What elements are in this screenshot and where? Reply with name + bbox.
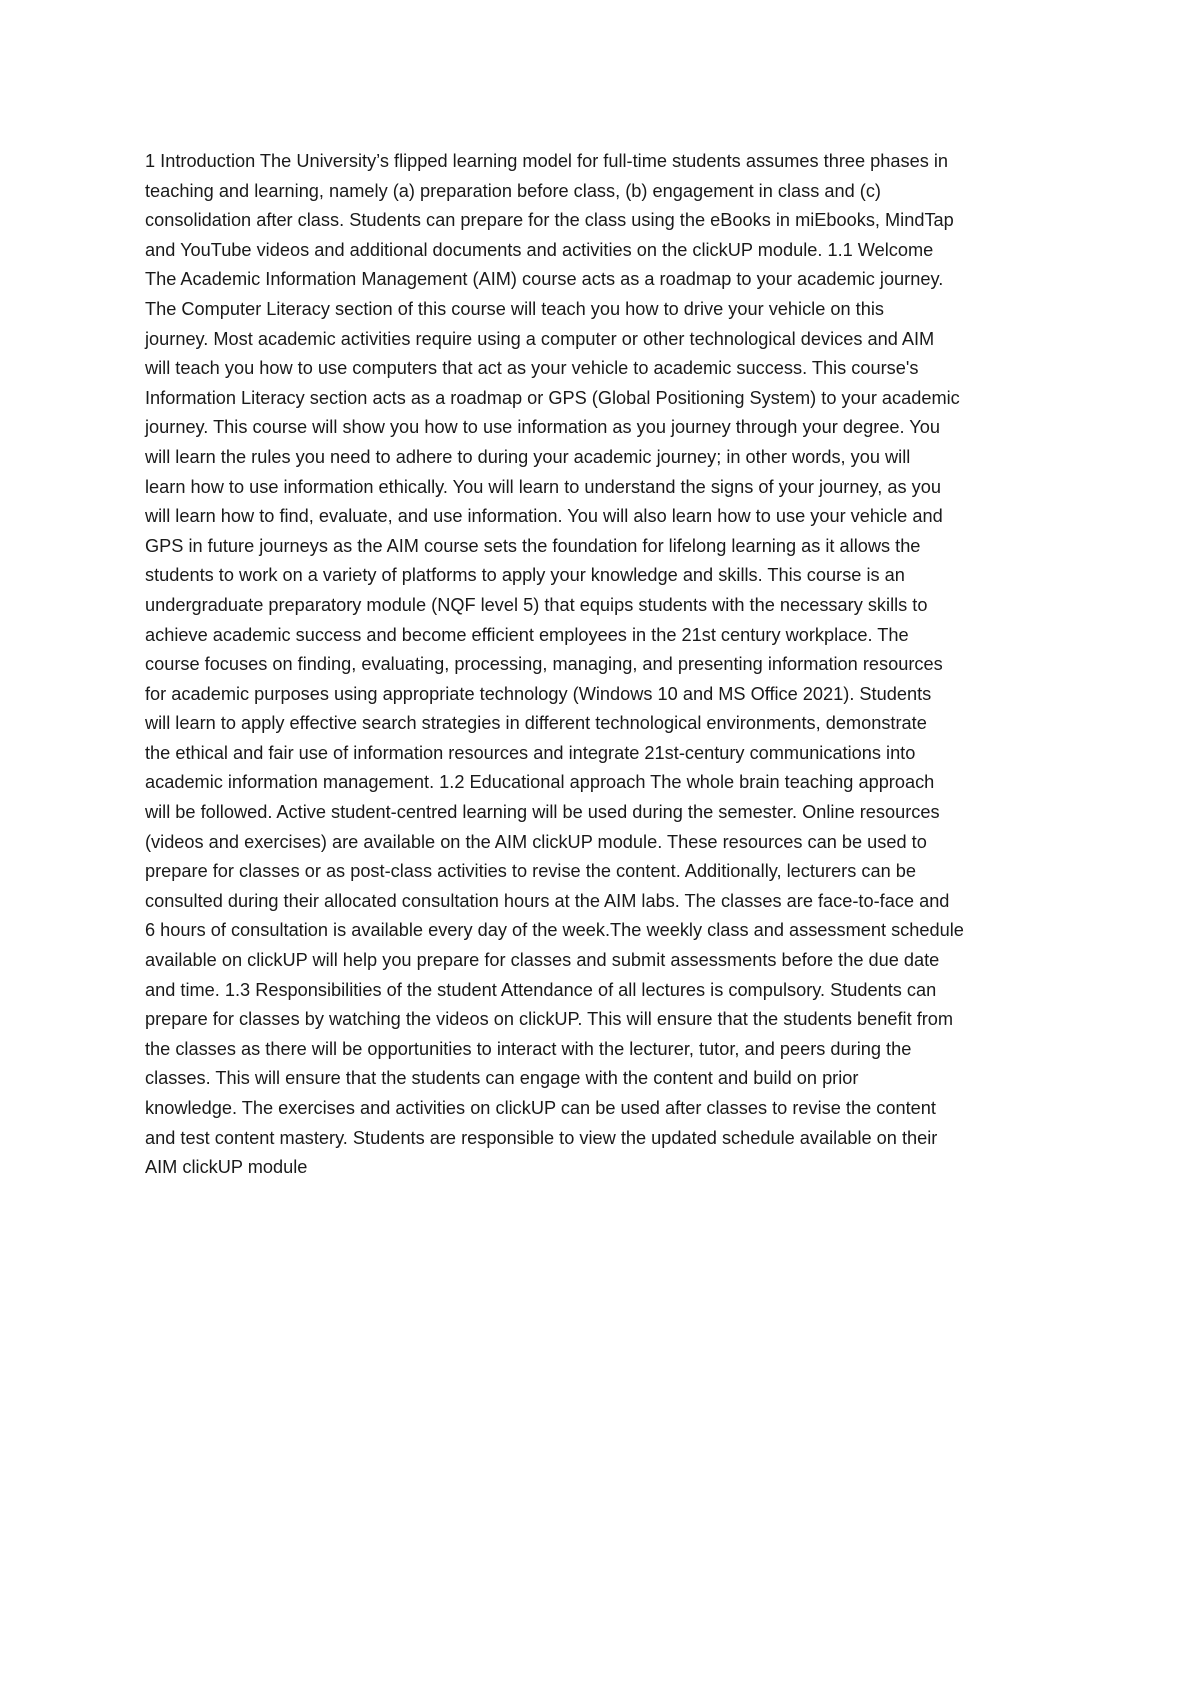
text-line: undergraduate preparatory module (NQF level 5) that equips students with the necessary skills to	[145, 594, 928, 615]
text-line: AIM clickUP module	[145, 1157, 308, 1178]
text-line: available on clickUP will help you prepare for classes and submit assessments before the due date	[145, 950, 940, 971]
text-line: 6 hours of consultation is available every day of the week.The weekly class and assessment schedule	[145, 920, 964, 941]
text-line: will learn to apply effective search strategies in different technological environments, demonstrate	[145, 713, 927, 734]
text-line: the ethical and fair use of information resources and integrate 21st-century communications into	[145, 742, 916, 763]
text-line: and YouTube videos and additional documents and activities on the clickUP module. 1.1 Welcome	[145, 239, 934, 260]
text-line: and test content mastery. Students are responsible to view the updated schedule available on their	[145, 1127, 938, 1148]
text-line: classes. This will ensure that the students can engage with the content and build on prior	[145, 1068, 859, 1089]
text-line: GPS in future journeys as the AIM course sets the foundation for lifelong learning as it allows the	[145, 535, 921, 556]
text-line: and time. 1.3 Responsibilities of the student Attendance of all lectures is compulsory. Students can	[145, 979, 937, 1000]
text-line: achieve academic success and become efficient employees in the 21st century workplace. The	[145, 624, 909, 645]
text-line: The Computer Literacy section of this course will teach you how to drive your vehicle on this	[145, 298, 884, 319]
text-line: Information Literacy section acts as a roadmap or GPS (Global Positioning System) to your academic	[145, 387, 960, 408]
text-line: academic information management. 1.2 Educational approach The whole brain teaching approach	[145, 772, 935, 793]
text-line: will learn how to find, evaluate, and use information. You will also learn how to use your vehicle and	[145, 506, 943, 527]
body-text	[145, 147, 1065, 1183]
text-line: course focuses on finding, evaluating, processing, managing, and presenting information resources	[145, 654, 943, 675]
text-line: (videos and exercises) are available on the AIM clickUP module. These resources can be used to	[145, 831, 927, 852]
text-line: 1 Introduction The University’s flipped learning model for full-time students assumes three phases in	[145, 151, 949, 171]
text-line: the classes as there will be opportunities to interact with the lecturer, tutor, and peers during the	[145, 1038, 912, 1059]
text-line: consolidation after class. Students can prepare for the class using the eBooks in miEbooks, MindTap	[145, 210, 954, 231]
text-line: The Academic Information Management (AIM) course acts as a roadmap to your academic journey.	[145, 269, 944, 290]
text-line: students to work on a variety of platforms to apply your knowledge and skills. This course is an	[145, 565, 905, 586]
text-line: will teach you how to use computers that act as your vehicle to academic success. This course's	[145, 358, 919, 379]
text-line: teaching and learning, namely (a) preparation before class, (b) engagement in class and (c)	[145, 180, 881, 201]
text-line: journey. This course will show you how to use information as you journey through your degree. You	[145, 417, 940, 438]
text-line: prepare for classes by watching the videos on clickUP. This will ensure that the students benefit from	[145, 1009, 954, 1030]
text-line: learn how to use information ethically. You will learn to understand the signs of your journey, as you	[145, 476, 941, 497]
text-line: consulted during their allocated consultation hours at the AIM labs. The classes are face-to-face and	[145, 890, 950, 911]
text-line: journey. Most academic activities require using a computer or other technological devices and AIM	[145, 328, 935, 349]
text-line: for academic purposes using appropriate technology (Windows 10 and MS Office 2021). Students	[145, 683, 932, 704]
text-line: will learn the rules you need to adhere to during your academic journey; in other words, you will	[145, 446, 911, 467]
text-line: prepare for classes or as post-class activities to revise the content. Additionally, lecturers can be	[145, 861, 916, 882]
text-line: will be followed. Active student-centred learning will be used during the semester. Online resources	[145, 802, 940, 823]
text-line: knowledge. The exercises and activities on clickUP can be used after classes to revise the content	[145, 1098, 936, 1118]
